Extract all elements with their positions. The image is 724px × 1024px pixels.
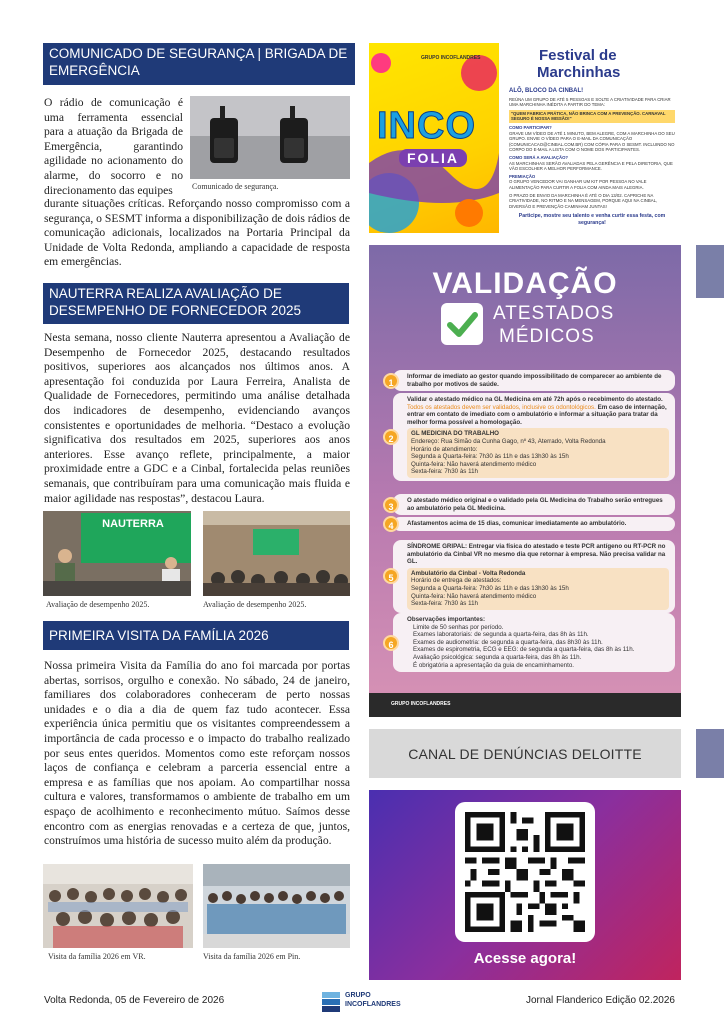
sec1-text-left: O rádio de comunicação é uma ferramenta essencial para a atuação da Brigada de Emergência, garantindo agilidade no acionamento do alarme, do socorro e no direcionamento das equipes — [44, 96, 183, 197]
validacao-item-4: 4 Afastamentos acima de 15 dias, comunicar imediatamente ao ambulatório. — [393, 517, 675, 531]
festival-title-2: Marchinhas — [537, 64, 621, 81]
gl-medicina-box: GL MEDICINA DO TRABALHO Endereço: Rua Simão da Cunha Gago, nº 43, Aterrado, Volta Redonda Horário de atendimento: Segunda a Quarta-feira: 7h30 às 11h e das 13h30 às 15h Quinta-feira: Não haverá atendimento médico Sexta-feira: 7h30 às 11h — [407, 428, 669, 478]
footer-date: Volta Redonda, 05 de Fevereiro de 2026 — [44, 995, 225, 1006]
sec3-photo-1 — [43, 864, 193, 948]
festival-art — [369, 43, 499, 233]
festival-theme: "QUEM FABRICA PRÁTICA, NÃO BRINCA COM A PREVENÇÃO. CARNAVAL SEGURO É NOSSA MISSÃO!" — [509, 110, 675, 123]
sec1-caption: Comunicado de segurança. — [192, 182, 279, 191]
festival-eval-title: COMO SERÁ A AVALIAÇÃO? — [509, 154, 569, 160]
validacao-title: VALIDAÇÃO — [432, 267, 618, 300]
festival-intro: REÚNA UM GRUPO DE ATÉ 5 PESSOAS E SOLTE A CRIATIVIDADE PARA CRIAR UMA MARCHINHA INÉDITA A PARTIR DO TEMA: — [509, 96, 671, 108]
footer-edition: Jornal Flanderico Edição 02.2026 — [526, 995, 675, 1006]
festival-brand: GRUPO INCOFLANDRES — [421, 55, 481, 61]
validacao-subtitle-2: MÉDICOS — [499, 326, 595, 347]
festival-greeting: ALÔ, BLOCO DA CINBAL! — [509, 88, 584, 94]
footer-logo-line1: GRUPO — [345, 992, 371, 999]
festival-eval-text: AS MARCHINHAS SERÃO AVALIADAS PELA GERÊNCIA E PELA DIRETORIA, QUE VÃO ESCOLHER A MELHOR PERFORMANCE. — [509, 160, 673, 172]
sec1-title: COMUNICADO DE SEGURANÇA | BRIGADA DE EMERGÊNCIA — [43, 43, 355, 85]
validacao-item-5: 5 SÍNDROME GRIPAL: Entregar via física do atestado e teste PCR antígeno ou RT-PCR no ambulatório da Cinbal VR no mesmo dia que retornar à empresa. Não precisa validar na GL. Ambulatório da Cinbal - Volta Redonda Horário de entrega de atestados: Segunda a Quarta-feira: 7h30 às 11h e das 13h30 às 15h Quinta-feira: Não haverá atendimento médico Sexta-feira: 7h30 às 11h — [393, 540, 675, 613]
footer-logo — [320, 990, 410, 1016]
festival-cta: Participe, mostre seu talento e venha curtir essa festa, com segurança! — [518, 213, 666, 226]
festival-logo-small: FOLIA — [399, 149, 467, 167]
sec2-photo-2 — [203, 511, 350, 596]
validacao-poster — [369, 245, 681, 717]
validacao-item-2: 2 Validar o atestado médico na GL Medicina em até 72h após o recebimento do atestado. Todos os atestados devem ser validados, inclusive os odontológicos. Em caso de internação, entrar em contato de imediato com o ambulatório e informar a situação para tratar da melhor forma possível a homologação. GL MEDICINA DO TRABALHO Endereço: Rua Simão da Cunha Gago, nº 43, Aterrado, Volta Redonda Horário de atendimento: Segunda a Quarta-feira: 7h30 às 11h e das 13h30 às 15h Quinta-feira: Não haverá atendimento médico Sexta-feira: 7h30 às 11h — [393, 393, 675, 481]
sec2-screen-label: NAUTERRA — [102, 518, 164, 530]
sidebar-tab-bottom — [696, 729, 724, 778]
sec2-title: NAUTERRA REALIZA AVALIAÇÃO DE DESEMPENHO DE FORNECEDOR 2025 — [43, 283, 349, 324]
sec3-title: PRIMEIRA VISITA DA FAMÍLIA 2026 — [43, 621, 349, 650]
sec1-photo-radios — [190, 96, 350, 179]
validacao-subtitle-1: ATESTADOS — [493, 303, 615, 324]
validacao-brand: GRUPO INCOFLANDRES — [391, 701, 451, 707]
sec2-text: Nesta semana, nosso cliente Nauterra apresentou a Avaliação de Desempenho de Fornecedor 2025, destacando resultados positivos, superiores aos alcançados nos últimos anos. A apresentação foi conduzida por Laura Ferreira, Analista de Qualidade de Fornecedores, permitindo uma análise detalhada dos indicadores de desempenho, evidenciando avanços consistentes e oportunidades de melhoria. “Destaco a evolução significativa dos resultados em 2025, superiores aos anos anteriores. Esse avanço reflete, principalmente, a maior proximidade entre a GDC e a Cinbal, fortalecida pelas reuniões semanais, que contribuíram para uma comunicação mais fluida e maior agilidade nas respostas”, destacou Laura. — [44, 331, 350, 505]
sec1-text-full: durante situações críticas. Reforçando nosso compromisso com a segurança, o SESMT informa a disponibilização de dois rádios de comunicação adicionais, localizados na Portaria Principal da Unidade de Volta Redonda, ampliando a capacidade de resposta em emergências. — [44, 197, 350, 269]
qr-cta: Acesse agora! — [473, 950, 577, 967]
sec3-text: Nossa primeira Visita da Família do ano foi marcada por portas abertas, sorrisos, orgulho e conexão. No sábado, 24 de janeiro, familiares dos colaboradores conheceram de perto nossas unidades e o dia a dia de quem faz tudo acontecer. Essa experiência única permitiu que os visitantes compreendessem a importância de cada processo e o impacto do trabalho realizado por seus entes queridos. Momentos como este reforçam nossos laços de confiança e celebram a parceria essencial entre a empresa e as famílias que nos apoiam. Ao compartilhar nossa cultura e valores, transformamos o ambiente de trabalho em um espaço de acolhimento e reconhecimento mútuo. Saímos desse encontro com as energias renovadas e a certeza de que, juntos, construímos uma história de sucesso muito além da produção. — [44, 659, 350, 848]
festival-how-title: COMO PARTICIPAR? — [509, 124, 552, 130]
canal-denuncias-button[interactable]: CANAL DE DENÚNCIAS DELOITTE — [369, 729, 681, 778]
sec2-photo-1 — [43, 511, 191, 596]
festival-details — [509, 89, 675, 226]
festival-deadline: O PRAZO DE ENVIO DA MARCHINHA É ATÉ O DIA 13/02. CAPRICHE NA CRIATIVIDADE, NO RITMO E NA MENSAGEM, PORQUE AQUI NA CINBAL, DIVERSÃO E PREVENÇÃO CAMINHAM JUNTAS! — [509, 192, 658, 209]
festival-logo-big: INCO — [377, 105, 476, 147]
qr-code-icon[interactable] — [455, 802, 595, 942]
validacao-item-3: 3 O atestado médico original e o validado pela GL Medicina do Trabalho serão entregues ao ambulatório pela GL Medicina. — [393, 494, 675, 515]
sec3-caption-2: Visita da família 2026 em Pin. — [203, 952, 301, 961]
festival-title-1: Festival de — [539, 47, 617, 64]
festival-prize-text: O GRUPO VENCEDOR VAI GANHAR UM KIT POR PESSOA NO VALE ALIMENTAÇÃO PARA CURTIR A FOLIA COM AINDA MAIS ALEGRIA. — [509, 179, 647, 190]
sec2-caption-1: Avaliação de desempenho 2025. — [46, 600, 150, 609]
validacao-item-1: 1 Informar de imediato ao gestor quando impossibilitado de comparecer ao ambiente de trabalho por motivos de saúde. — [393, 370, 675, 391]
footer-logo-line2: INCOFLANDRES — [345, 1001, 401, 1008]
incoflandres-logo-icon — [320, 990, 342, 1014]
festival-prize-title: PREMIAÇÃO — [509, 173, 536, 179]
sec2-caption-2: Avaliação de desempenho 2025. — [203, 600, 307, 609]
sec3-photo-2 — [203, 864, 350, 948]
sidebar-tab-top — [696, 245, 724, 298]
ambulatorio-box: Ambulatório da Cinbal - Volta Redonda Horário de entrega de atestados: Segunda a Quarta-feira: 7h30 às 11h e das 13h30 às 15h Quinta-feira: Não haverá atendimento médico Sexta-feira: 7h30 às 11h — [407, 568, 669, 610]
check-icon — [441, 303, 483, 345]
qr-code-panel[interactable] — [369, 790, 681, 980]
validacao-footer-bar — [369, 693, 681, 717]
festival-poster — [369, 43, 681, 233]
sec3-caption-1: Visita da família 2026 em VR. — [48, 952, 146, 961]
festival-how-text: GRAVE UM VÍDEO DE ATÉ 1 MINUTO, BEM ALEGRE, COM A MARCHINHA DO SEU GRUPO. ENVIE O VÍDEO PARA O E-MAIL DA COMUNICAÇÃO (COMUNICACAO@CINBAL.COM.BR) COM CÓPIA PARA O SESMT. INCLUINDO NO CORPO DO E-MAIL A LISTA COM O NOME DOS PARTICIPANTES. — [509, 130, 675, 153]
validacao-item-6: 6 Observações importantes: Limite de 50 senhas por período. Exames laboratoriais: de segunda a quarta-feira, das 8h às 11h. Exames de audiometria: de segunda a quarta-feira, das 8h30 às 11h. Exames de espirometria, ECG e EEG: de segunda a quarta-feira, das 8h às 11h. Avaliação psicológica: segunda a quarta-feira, das 8h às 11h. É obrigatória a apresentação da guia de encaminhamento. — [393, 613, 675, 672]
